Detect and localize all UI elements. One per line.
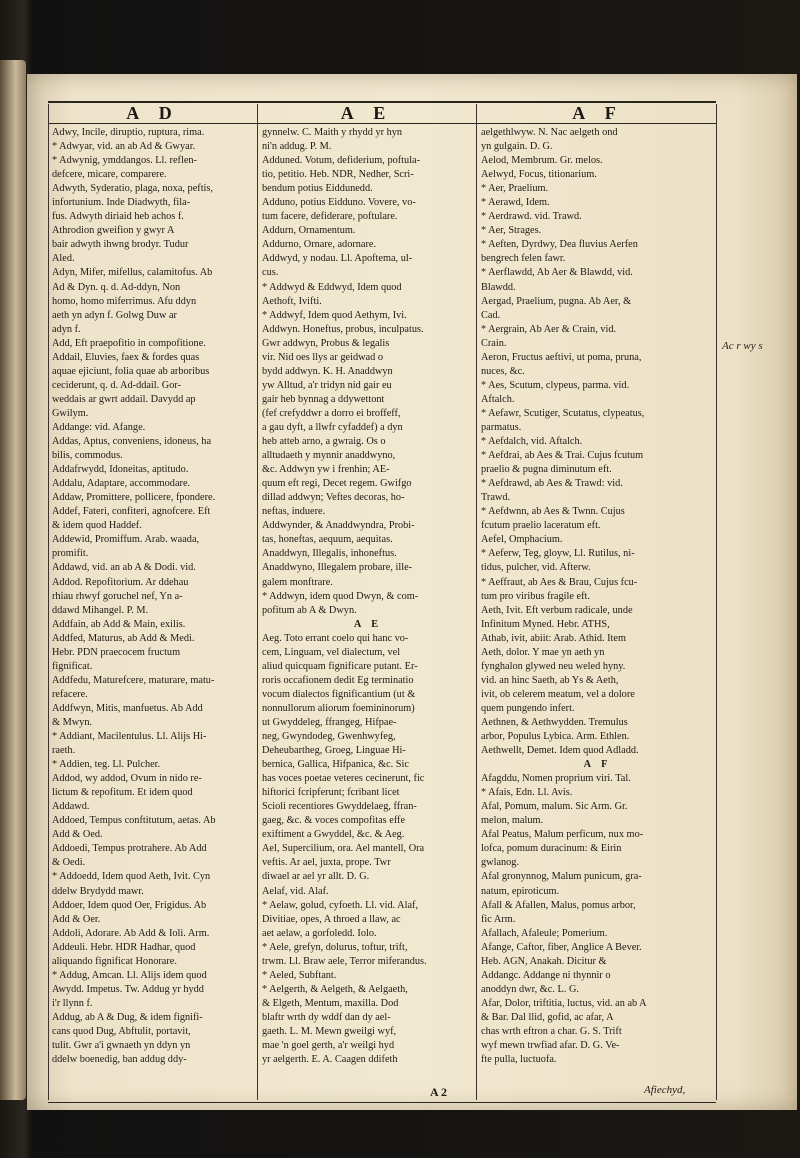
text-line: * Addoedd, Idem quod Aeth, Ivit. Cyn (52, 871, 211, 883)
text-line: Aelod, Membrum. Gr. melos. (481, 155, 603, 167)
text-line: * Aer, Strages. (481, 225, 542, 237)
text-line: * Aelgerth, & Aelgeth, & Aelgaeth, (262, 983, 408, 995)
text-line: A E (353, 618, 383, 630)
text-line: fus. Adwyth diriaid heb achos f. (52, 211, 184, 223)
text-line: aliquando fignificat Honorare. (52, 955, 177, 967)
text-line: Addas, Aptus, conveniens, idoneus, ha (52, 436, 212, 448)
text-line: diwael ar ael yr allt. D. G. (262, 871, 370, 883)
text-line: Scioli recentiores Gwyddelaeg, ffran- (262, 801, 417, 813)
text-line: Anaddwyno, Illegalem probare, ille- (262, 562, 413, 574)
text-line: * Aelaw, golud, cyfoeth. Ll. vid. Alaf, (262, 899, 419, 911)
text-line: neg, Gwyndodeg, Gwenhwyfeg, (262, 731, 396, 743)
text-line: Deheubartheg, Groeg, Linguae Hi- (262, 745, 406, 757)
text-line: Afal, Pomum, malum. Sic Arm. Gr. (481, 801, 628, 813)
text-line: fic Arm. (481, 913, 516, 925)
text-line: gair heb bynnag a ddywettont (262, 393, 385, 405)
catchword: Afiechyd, (644, 1084, 686, 1096)
text-line: i'r llynn f. (52, 997, 93, 1009)
text-line: A F (583, 759, 612, 771)
text-line: & idem quod Haddef. (52, 520, 142, 532)
text-line: promifit. (52, 548, 89, 560)
text-line: Addewid, Promiffum. Arab. waada, (52, 534, 200, 546)
text-line: chas wrth eftron a char. G. S. Trift (481, 1026, 622, 1037)
text-line: gaeth. L. M. Mewn gweilgi wyf, (262, 1026, 397, 1037)
text-line: Aeth, dolor. Y mae yn aeth yn (481, 646, 605, 658)
text-line: Addawd. (52, 801, 90, 813)
text-line: blaftr wrth dy wddf dan dy ael- (262, 1011, 391, 1023)
signature-mark: A 2 (430, 1085, 448, 1099)
text-line: (fef crefyddwr a dorro ei broffeff, (262, 407, 401, 419)
text-line: * Aefdrawd, ab Aes & Trawd: vid. (481, 478, 623, 490)
text-line: Aethnen, & Aethwydden. Tremulus (481, 716, 628, 728)
text-line: roris occafionem dedit Eg terminatio (262, 674, 414, 686)
text-line: Aeg. Toto errant coelo qui hanc vo- (262, 632, 409, 644)
text-line: Adyn, Mifer, mifellus, calamitofus. Ab (52, 267, 213, 279)
text-line: ut Gwyddeleg, ffrangeg, Hifpae- (262, 716, 397, 728)
text-line: anoddyn dwr, &c. L. G. (481, 983, 579, 995)
text-line: * Aeffraut, ab Aes & Brau, Cujus fcu- (481, 576, 638, 588)
text-line: tum pro viribus fragile eft. (481, 590, 590, 602)
text-line: dillad addwyn; Veftes decoras, ho- (262, 492, 405, 504)
text-line: rhiau rhwyf goruchel nef, Yn a- (52, 590, 183, 602)
margin-annotation: Ac r wy s (722, 340, 763, 352)
text-line: ddelw boenedig, ban addug ddy- (52, 1054, 187, 1066)
text-line: Trawd. (481, 492, 511, 504)
text-line: * Addien, teg. Ll. Pulcher. (52, 759, 161, 771)
text-line: Add, Eft praepofitio in compofitione. (52, 337, 206, 349)
text-line: Aefel, Omphacium. (481, 534, 563, 546)
text-line: praelio & pugna diminutum eft. (481, 464, 612, 476)
text-line: Addwyd, y nodau. Ll. Apoftema, ul- (262, 253, 413, 265)
bottom-rule (48, 1102, 716, 1103)
text-line: aquae ejiciunt, folia quae ab arboribus (52, 365, 210, 377)
text-line: Aeth, Ivit. Eft verbum radicale, unde (481, 604, 633, 616)
text-line: Afagddu, Nomen proprium viri. Tal. (481, 773, 631, 785)
text-line: Aled. (52, 253, 75, 265)
text-line: & Bar. Dal llid, gofid, ac afar, A (481, 1011, 614, 1023)
text-line: wyf mewn trwfiad afar. D. G. Ve- (481, 1040, 620, 1052)
text-line: neftas, induere. (262, 506, 326, 518)
text-line: Gwilym. (52, 407, 89, 419)
text-line: aet aelaw, a gorfoledd. Iolo. (262, 927, 377, 939)
text-line: tidus, pulcher, vid. Afterw. (481, 562, 591, 574)
text-line: cus. (262, 267, 279, 279)
text-line: vir. Nid oes llys ar geidwad o (262, 351, 383, 363)
text-line: Addoed, Tempus conftitutum, aetas. Ab (52, 815, 216, 827)
text-line: aeth yn adyn f. Golwg Duw ar (52, 309, 177, 321)
text-line: bair adwyth ihwng brodyr. Tudur (52, 239, 189, 251)
text-line: * Aefdrai, ab Aes & Trai. Cujus fcutum (481, 450, 644, 462)
text-line: fcutum praelio laceratum eft. (481, 520, 601, 532)
text-line: * Addwyn, idem quod Dwyn, & com- (262, 590, 419, 602)
text-line: Addoedi, Tempus protrahere. Ab Add (52, 843, 207, 855)
text-line: &c. Addwyn yw i frenhin; AE- (262, 464, 390, 476)
header-left: A D (126, 103, 180, 123)
text-line: & Elgeth, Mentum, maxilla. Dod (262, 997, 399, 1009)
text-line: ceciderunt, q. d. Ad-ddail. Gor- (52, 379, 182, 391)
text-line: * Aeferw, Teg, gloyw, Ll. Rutilus, ni- (481, 548, 635, 560)
text-line: bengrech felen fawr. (481, 253, 566, 265)
text-line: Addug, ab A & Dug, & idem fignifi- (52, 1011, 203, 1023)
text-line: gynnelw. C. Maith y rhydd yr hyn (262, 127, 403, 138)
text-line: * Adwynig, ymddangos. Ll. reflen- (52, 155, 197, 167)
text-line: heb atteb arno, a gwraig. Os o (262, 436, 386, 448)
column-2 (262, 126, 474, 1098)
text-line: tum facere, defiderare, poftulare. (262, 211, 398, 223)
text-line: * Aeled, Subftant. (262, 969, 337, 981)
text-line: * Afais, Edn. Ll. Avis. (481, 787, 573, 799)
text-line: cans quod Dug, Abftulit, portavit, (52, 1026, 191, 1037)
text-line: * Addwyf, Idem quod Aethym, Ivi. (262, 309, 407, 321)
text-line: Ad & Dyn. q. d. Ad-ddyn, Non (52, 281, 181, 293)
text-line: Adduned. Votum, defiderium, poftula- (262, 155, 421, 167)
text-line: Addange: vid. Afange. (52, 421, 146, 433)
text-line: Addfedu, Maturefcere, maturare, matu- (52, 674, 215, 686)
text-line: bydd addwyn. K. H. Anaddwyn (262, 365, 393, 377)
text-line: * Aefdalch, vid. Aftalch. (481, 436, 583, 448)
text-line: mae 'n goel gerth, a'r weilgi hyd (262, 1040, 395, 1052)
text-line: tulit. Gwr a'i gwnaeth yn ddyn yn (52, 1040, 191, 1052)
text-line: Add & Oer. (52, 913, 101, 925)
header-center: A E (340, 103, 394, 123)
text-line: Cad. (481, 309, 501, 321)
text-line: parmatus. (481, 421, 522, 433)
text-line: weddais ar gwrt addail. Davydd ap (52, 393, 196, 405)
text-line: * Addiant, Macilentulus. Ll. Alijs Hi- (52, 731, 207, 743)
text-line: gaeg, &c. & voces compofitas effe (262, 815, 406, 827)
text-line: Divitiae, opes, A throed a llaw, ac (262, 913, 401, 925)
text-line: trwm. Ll. Braw aele, Terror miferandus. (262, 955, 427, 967)
text-line: quem pungendo infert. (481, 702, 575, 714)
text-line: Aelaf, vid. Alaf. (262, 885, 329, 897)
text-line: quum eft regi, Decet regem. Gwifgo (262, 478, 412, 490)
text-line: * Aerdrawd. vid. Trawd. (481, 211, 582, 223)
header-rule (48, 123, 716, 124)
text-line: * Aerawd, Idem. (481, 197, 550, 209)
column-1 (52, 126, 255, 1098)
text-line: ivit, ob celerem meatum, vel a dolore (481, 688, 635, 700)
text-line: Afal gronynnog, Malum punicum, gra- (481, 871, 642, 883)
text-line: hiftorici fcripferunt; fcribant licet (262, 787, 400, 799)
text-line: nonnullorum aliorum foemininorum) (262, 702, 415, 714)
text-line: nuces, &c. (481, 365, 525, 377)
text-line: Addaw, Promittere, pollicere, fpondere. (52, 492, 216, 504)
text-line: Adduno, potius Eidduno. Vovere, vo- (262, 197, 416, 209)
text-line: melon, malum. (481, 815, 544, 827)
text-line: Ael, Supercilium, ora. Ael mantell, Ora (262, 843, 425, 855)
text-line: Addod. Repofitorium. Ar ddehau (52, 576, 189, 588)
text-line: * Aergrain, Ab Aer & Crain, vid. (481, 323, 617, 335)
text-line: exiftiment a Gwyddel, &c. & Aeg. (262, 829, 405, 841)
text-line: * Aerflawdd, Ab Aer & Blawdd, vid. (481, 267, 633, 279)
text-line: Aethoft, Ivifti. (262, 295, 322, 307)
text-line: Addwyn. Honeftus, probus, inculpatus. (262, 323, 424, 335)
text-line: infortunium. Inde Diadwyth, fila- (52, 197, 191, 209)
text-line: Athrodion gweifion y gwyr A (52, 225, 175, 237)
text-line: Addfed, Maturus, ab Add & Medi. (52, 632, 195, 644)
text-line: Awydd. Impetus. Tw. Addug yr hydd (52, 983, 204, 995)
text-line: Aelwyd, Focus, titionarium. (481, 169, 597, 181)
text-line: ddelw Brydydd mawr. (52, 885, 144, 897)
text-line: Addeuli. Hebr. HDR Hadhar, quod (52, 941, 196, 953)
text-line: lictum & repofitum. Et idem quod (52, 787, 193, 799)
text-line: Add & Oed. (52, 829, 103, 841)
text-line: Addef, Fateri, confiteri, agnofcere. Eft (52, 506, 211, 518)
text-line: arbor, Populus Lybica. Arm. Ethlen. (481, 731, 630, 743)
previous-page-edge (0, 60, 26, 1100)
text-line: yw Alltud, a'r tridyn nid gair eu (262, 379, 392, 391)
text-line: tas, honeftas, aequum, aequitas. (262, 534, 393, 546)
text-line: tio, petitio. Heb. NDR, Nedher, Scri- (262, 169, 414, 181)
text-line: Blawdd. (481, 281, 516, 293)
text-line: vocum dialectos fignificantium (ut & (262, 688, 416, 700)
text-line: bilis, commodus. (52, 450, 123, 462)
text-line: defcere, micare, comparere. (52, 169, 167, 181)
text-line: galem monftrare. (262, 576, 333, 588)
text-line: pofitum ab A & Dwyn. (262, 604, 357, 616)
text-line: * Aefawr, Scutiger, Scutatus, clypeatus, (481, 407, 645, 419)
text-line: yn gulgain. D. G. (481, 141, 553, 153)
header-right: A F (572, 103, 624, 123)
column-3 (481, 126, 714, 1098)
text-line: * Adwyar, vid. an ab Ad & Gwyar. (52, 141, 196, 153)
text-line: Adwyth, Syderatio, plaga, noxa, peftis, (52, 183, 213, 195)
text-line: Addangc. Addange ni thynnir o (481, 969, 611, 981)
text-line: Addafrwydd, Idoneitas, aptitudo. (52, 464, 189, 476)
text-line: Aeron, Fructus aeftivi, ut poma, pruna, (481, 351, 642, 363)
text-line: Afallach, Afaleule; Pomerium. (481, 927, 608, 939)
text-line: Afar, Dolor, triftitia, luctus, vid. an ab A (481, 997, 647, 1009)
text-line: ni'n addug. P. M. (262, 141, 332, 153)
text-line: Afange, Caftor, fiber, Anglice A Bever. (481, 941, 642, 953)
text-line: ddawd Mihangel. P. M. (52, 604, 149, 616)
text-line: Addoer, Idem quod Oer, Frigidus. Ab (52, 899, 207, 911)
text-line: Addfwyn, Mitis, manfuetus. Ab Add (52, 702, 203, 714)
text-line: raeth. (52, 745, 76, 757)
text-line: yr aelgerth. E. A. Caagen ddifeth (262, 1054, 398, 1066)
text-line: fte pulla, luctuofa. (481, 1054, 557, 1066)
text-line: Aergad, Praelium, pugna. Ab Aer, & (481, 295, 632, 307)
text-line: Addalu, Adaptare, accommodare. (52, 478, 191, 490)
text-line: adyn f. (52, 323, 81, 335)
text-line: Anaddwyn, Illegalis, inhoneftus. (262, 548, 397, 560)
text-line: Adwy, Incile, diruptio, ruptura, rima. (52, 127, 205, 138)
text-line: fignificat. (52, 660, 93, 672)
text-line: * Aer, Praelium. (481, 183, 549, 195)
text-line: Addoli, Adorare. Ab Add & Ioli. Arm. (52, 927, 210, 939)
column-rule-left (48, 104, 49, 1100)
text-line: Afal Peatus, Malum perficum, nux mo- (481, 829, 644, 841)
text-line: fynghalon glywed neu weled hyny. (481, 660, 626, 672)
text-line: Addawd, vid. an ab A & Dodi. vid. (52, 562, 196, 574)
text-line: natum, epiroticum. (481, 885, 560, 897)
text-line: aelgethlwyw. N. Nac aelgeth ond (481, 127, 618, 138)
text-line: Addail, Eluvies, faex & fordes quas (52, 351, 200, 363)
text-line: * Aeften, Dyrdwy, Dea fluvius Aerfen (481, 239, 638, 251)
text-line: lofca, pomum duracinum: & Eirin (481, 843, 622, 855)
text-line: refacere. (52, 688, 88, 700)
text-line: Aethwellt, Demet. Idem quod Adladd. (481, 745, 639, 757)
text-line: Addurn, Ornamentum. (262, 225, 356, 237)
text-line: Addod, wy addod, Ovum in nido re- (52, 773, 202, 785)
text-line: aliud quicquam fignificare putant. Er- (262, 660, 418, 672)
text-line: Heb. AGN, Anakah. Dicitur & (481, 955, 607, 967)
text-line: Addwynder, & Anaddwyndra, Probi- (262, 520, 415, 532)
text-line: * Aes, Scutum, clypeus, parma. vid. (481, 379, 630, 391)
text-line: alltudaeth y mynnir anaddwyno, (262, 450, 396, 462)
text-line: bendum potius Eiddunedd. (262, 183, 373, 195)
text-line: * Addwyd & Eddwyd, Idem quod (262, 281, 402, 293)
text-line: Afall & Afallen, Malus, pomus arbor, (481, 899, 636, 911)
text-line: has voces poetae veteres cecinerunt, fic (262, 773, 425, 785)
text-line: Aftalch. (481, 393, 515, 405)
text-line: gwlanog. (481, 857, 520, 869)
text-line: vid. an hinc Saeth, ab Ys & Aeth, (481, 674, 619, 686)
text-line: * Addug, Amcan. Ll. Alijs idem quod (52, 969, 207, 981)
text-line: Gwr addwyn, Probus & legalis (262, 337, 390, 349)
text-line: & Mwyn. (52, 716, 93, 728)
text-line: Addfain, ab Add & Main, exilis. (52, 618, 186, 630)
text-line: & Oedi. (52, 857, 86, 869)
text-line: Hebr. PDN praecocem fructum (52, 646, 181, 658)
text-line: Crain. (481, 337, 507, 349)
column-rule-right (716, 104, 717, 1100)
text-line: veftis. Ar ael, juxta, prope. Twr (262, 857, 391, 869)
text-line: * Aefdwnn, ab Aes & Twnn. Cujus (481, 506, 625, 518)
text-line: * Aele, grefyn, dolurus, toftur, trift, (262, 941, 408, 953)
text-line: bernica, Gallica, Hifpanica, &c. Sic (262, 759, 409, 771)
text-line: Athab, ivit, abiit: Arab. Athid. Item (481, 632, 626, 644)
text-line: Infinitum Myned. Hebr. ATHS, (481, 618, 610, 630)
column-rule-2 (476, 104, 477, 1100)
text-line: homo, homo miferrimus. Afu ddyn (52, 295, 197, 307)
text-line: a gau dyft, a llwfr cyfaddef) a dyn (262, 421, 403, 433)
text-line: cem, Linguam, vel dialectum, vel (262, 646, 401, 658)
text-line: Addurno, Ornare, adornare. (262, 239, 377, 251)
column-rule-1 (257, 104, 258, 1100)
